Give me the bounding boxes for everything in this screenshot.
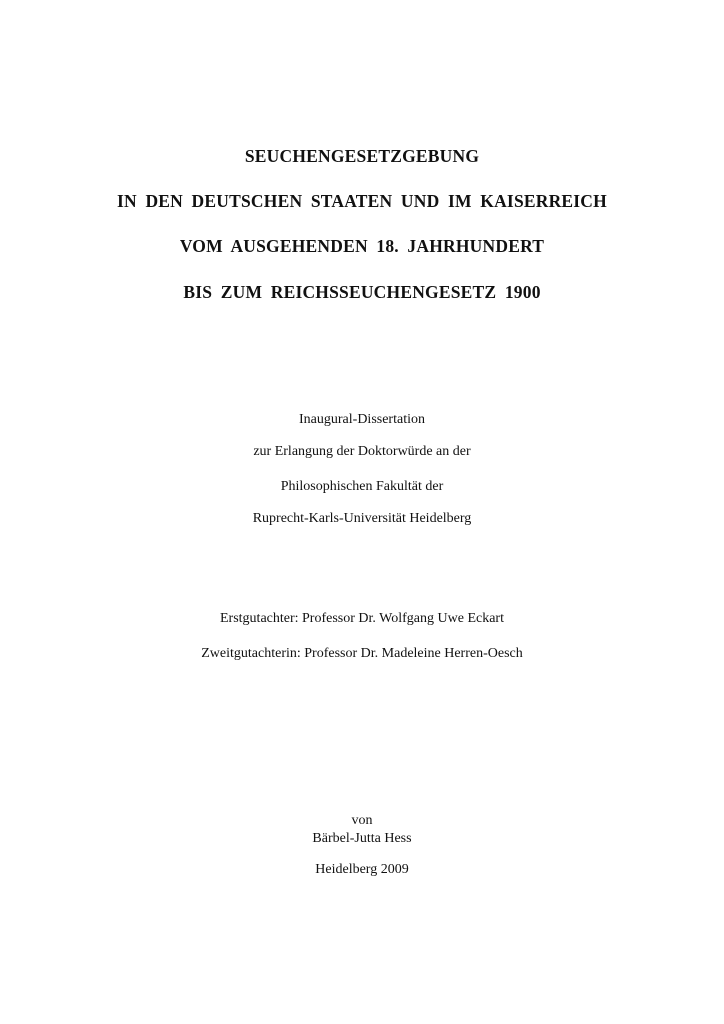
dissertation-line-3: Philosophischen Fakultät der — [280, 479, 444, 494]
author-by: von — [351, 813, 373, 828]
title-line-3: VOM AUSGEHENDEN 18. JAHRHUNDERT — [179, 236, 545, 256]
title-line-2: IN DEN DEUTSCHEN STAATEN UND IM KAISERREICH — [117, 191, 607, 211]
dissertation-line-4: Ruprecht-Karls-Universität Heidelberg — [252, 511, 472, 526]
second-reviewer: Zweitgutachterin: Professor Dr. Madeleine Herren-Oesch — [201, 646, 523, 661]
first-reviewer: Erstgutachter: Professor Dr. Wolfgang Uwe Eckart — [220, 611, 504, 626]
title-line-1: SEUCHENGESETZGEBUNG — [244, 146, 480, 166]
dissertation-line-2: zur Erlangung der Doktorwürde an der — [253, 444, 471, 459]
author-name: Bärbel-Jutta Hess — [312, 831, 412, 846]
dissertation-line-1: Inaugural-Dissertation — [299, 412, 425, 427]
place-year: Heidelberg 2009 — [315, 862, 409, 877]
title-line-4: BIS ZUM REICHSSEUCHENGESETZ 1900 — [183, 282, 541, 302]
